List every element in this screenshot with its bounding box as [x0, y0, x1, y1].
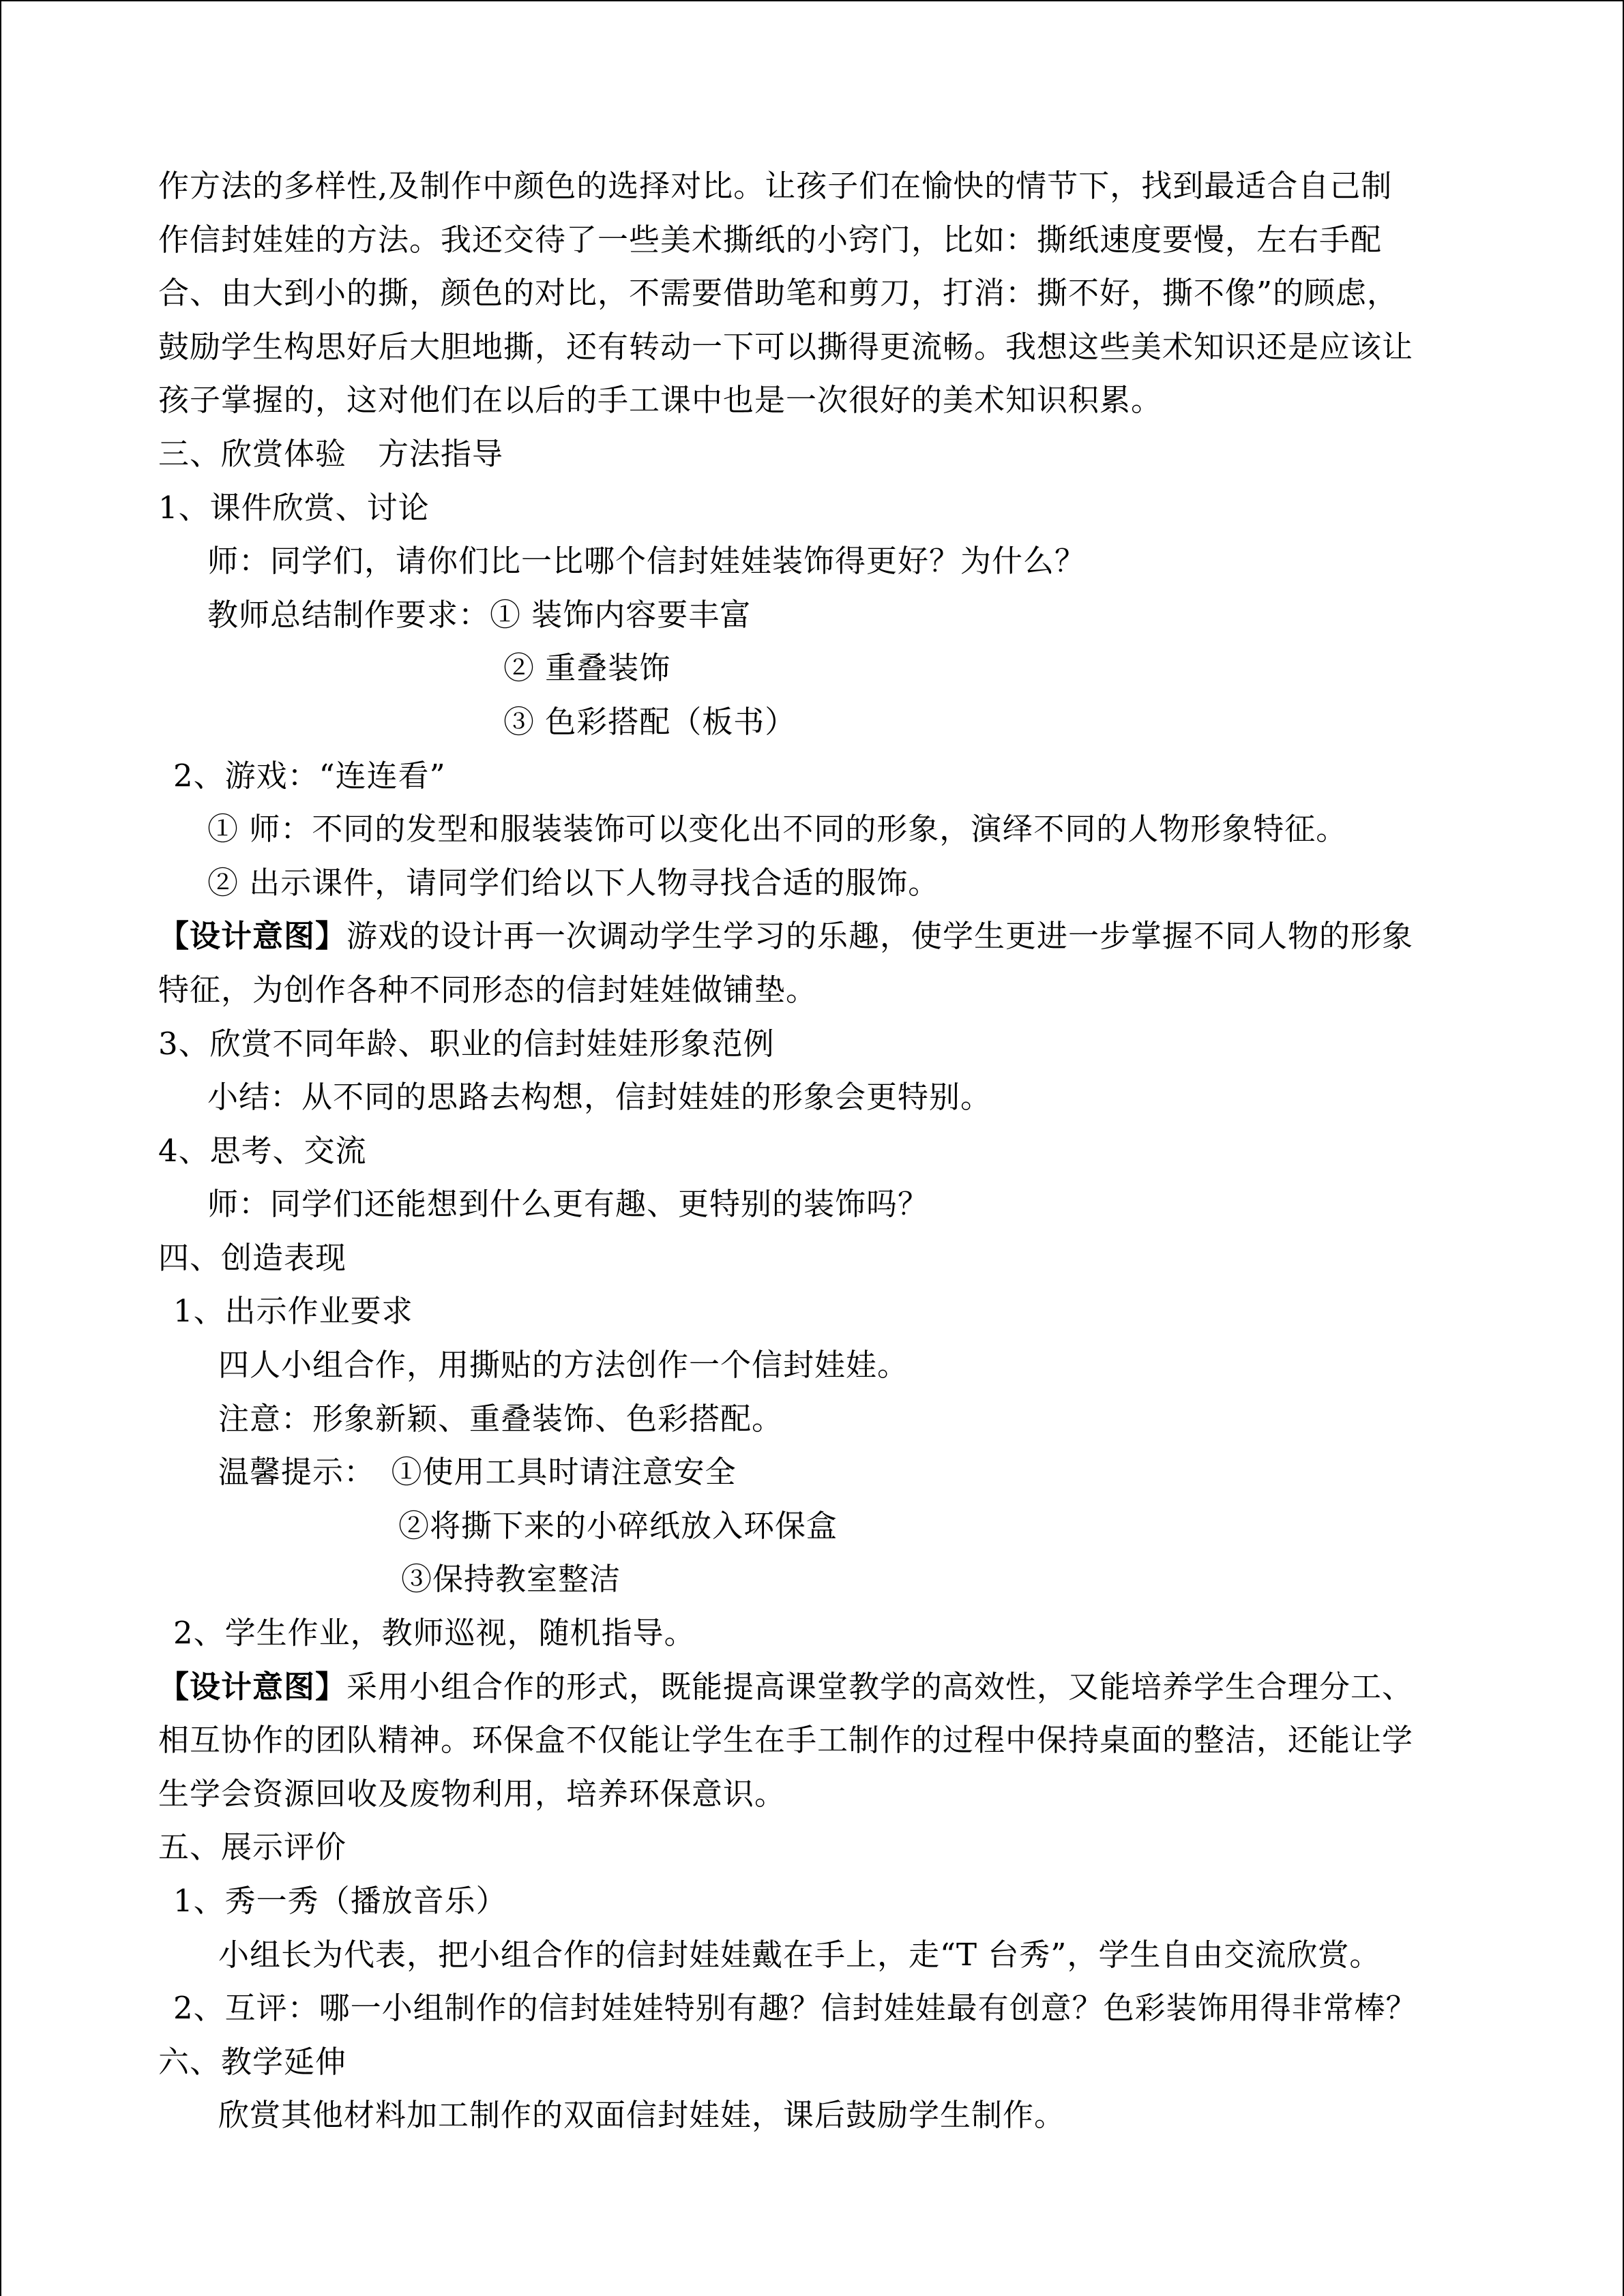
- design-intent-label: 【设计意图】: [158, 918, 347, 955]
- section-heading: 五、展示评价: [158, 1829, 347, 1866]
- sub-item: 四人小组合作，用撕贴的方法创作一个信封娃娃。: [218, 1347, 909, 1384]
- paragraph-line: 作方法的多样性,及制作中颜色的选择对比。让孩子们在愉快的情节下，找到最适合自己制: [158, 168, 1393, 204]
- summary-line: 教师总结制作要求：① 装饰内容要丰富: [207, 596, 752, 633]
- sub-item: ② 出示课件，请同学们给以下人物寻找合适的服饰。: [207, 864, 940, 901]
- sub-item: 注意：形象新颖、重叠装饰、色彩搭配。: [218, 1400, 784, 1437]
- teacher-question: 师：同学们，请你们比一比哪个信封娃娃装饰得更好？为什么？: [207, 543, 1087, 580]
- design-intent: [158, 1660, 1468, 1714]
- design-intent-text: 游戏的设计再一次调动学生学习的乐趣，使学生更进一步掌握不同人物的形象: [346, 918, 1414, 955]
- list-item: 4、思考、交流: [158, 1132, 367, 1169]
- paragraph-line: 合、由大到小的撕，颜色的对比，不需要借助笔和剪刀，打消：撕不好，撕不像”的顾虑，: [158, 275, 1399, 312]
- sub-item: ②将撕下来的小碎纸放入环保盒: [398, 1507, 838, 1544]
- paragraph-line: 鼓励学生构思好后大胆地撕，还有转动一下可以撕得更流畅。我想这些美术知识还是应该让: [158, 328, 1414, 365]
- teacher-question: 师：同学们还能想到什么更有趣、更特别的装饰吗？: [207, 1186, 930, 1223]
- list-item: 2、学生作业，教师巡视，随机指导。: [173, 1615, 696, 1652]
- sub-item: ③保持教室整洁: [401, 1561, 621, 1598]
- paragraph-line: 孩子掌握的，这对他们在以后的手工课中也是一次很好的美术知识积累。: [158, 382, 1163, 419]
- document-body: [158, 160, 1468, 2143]
- sub-item: 欣赏其他材料加工制作的双面信封娃娃，课后鼓励学生制作。: [218, 2097, 1066, 2134]
- sub-item: 小组长为代表，把小组合作的信封娃娃戴在手上，走“T 台秀”，学生自由交流欣赏。: [218, 1936, 1381, 1973]
- paragraph-line: 生学会资源回收及废物利用，培养环保意识。: [158, 1775, 786, 1812]
- paragraph-line: 特征，为创作各种不同形态的信封娃娃做铺垫。: [158, 971, 818, 1008]
- list-item: 1、秀一秀（播放音乐）: [173, 1883, 507, 1919]
- summary-line: ③ 色彩搭配（板书）: [503, 703, 797, 740]
- list-item: 2、游戏：“连连看”: [173, 757, 446, 794]
- design-intent-text: 采用小组合作的形式，既能提高课堂教学的高效性，又能培养学生合理分工、: [346, 1668, 1414, 1705]
- section-heading: 三、欣赏体验 方法指导: [158, 435, 504, 472]
- design-intent-label: 【设计意图】: [158, 1668, 347, 1705]
- section-heading: 六、教学延伸: [158, 2043, 347, 2080]
- paragraph-line: 相互协作的团队精神。环保盒不仅能让学生在手工制作的过程中保持桌面的整洁，还能让学: [158, 1722, 1414, 1759]
- list-item: 2、互评：哪一小组制作的信封娃娃特别有趣？信封娃娃最有创意？色彩装饰用得非常棒？: [173, 1990, 1417, 2027]
- sub-item: 温馨提示： ①使用工具时请注意安全: [218, 1454, 737, 1491]
- intro-paragraph: [158, 160, 1468, 428]
- paragraph-line: 作信封娃娃的方法。我还交待了一些美术撕纸的小窍门，比如：撕纸速度要慢，左右手配: [158, 221, 1383, 258]
- summary-line: 小结：从不同的思路去构想，信封娃娃的形象会更特别。: [207, 1079, 992, 1116]
- list-item: 1、出示作业要求: [173, 1293, 413, 1330]
- section-heading: 四、创造表现: [158, 1239, 347, 1276]
- sub-item: ① 师：不同的发型和服装装饰可以变化出不同的形象，演绎不同的人物形象特征。: [207, 811, 1348, 848]
- design-intent: [158, 910, 1468, 964]
- list-item: 3、欣赏不同年龄、职业的信封娃娃形象范例: [158, 1025, 775, 1062]
- list-item: 1、课件欣赏、讨论: [158, 489, 430, 526]
- summary-line: ② 重叠装饰: [503, 650, 671, 687]
